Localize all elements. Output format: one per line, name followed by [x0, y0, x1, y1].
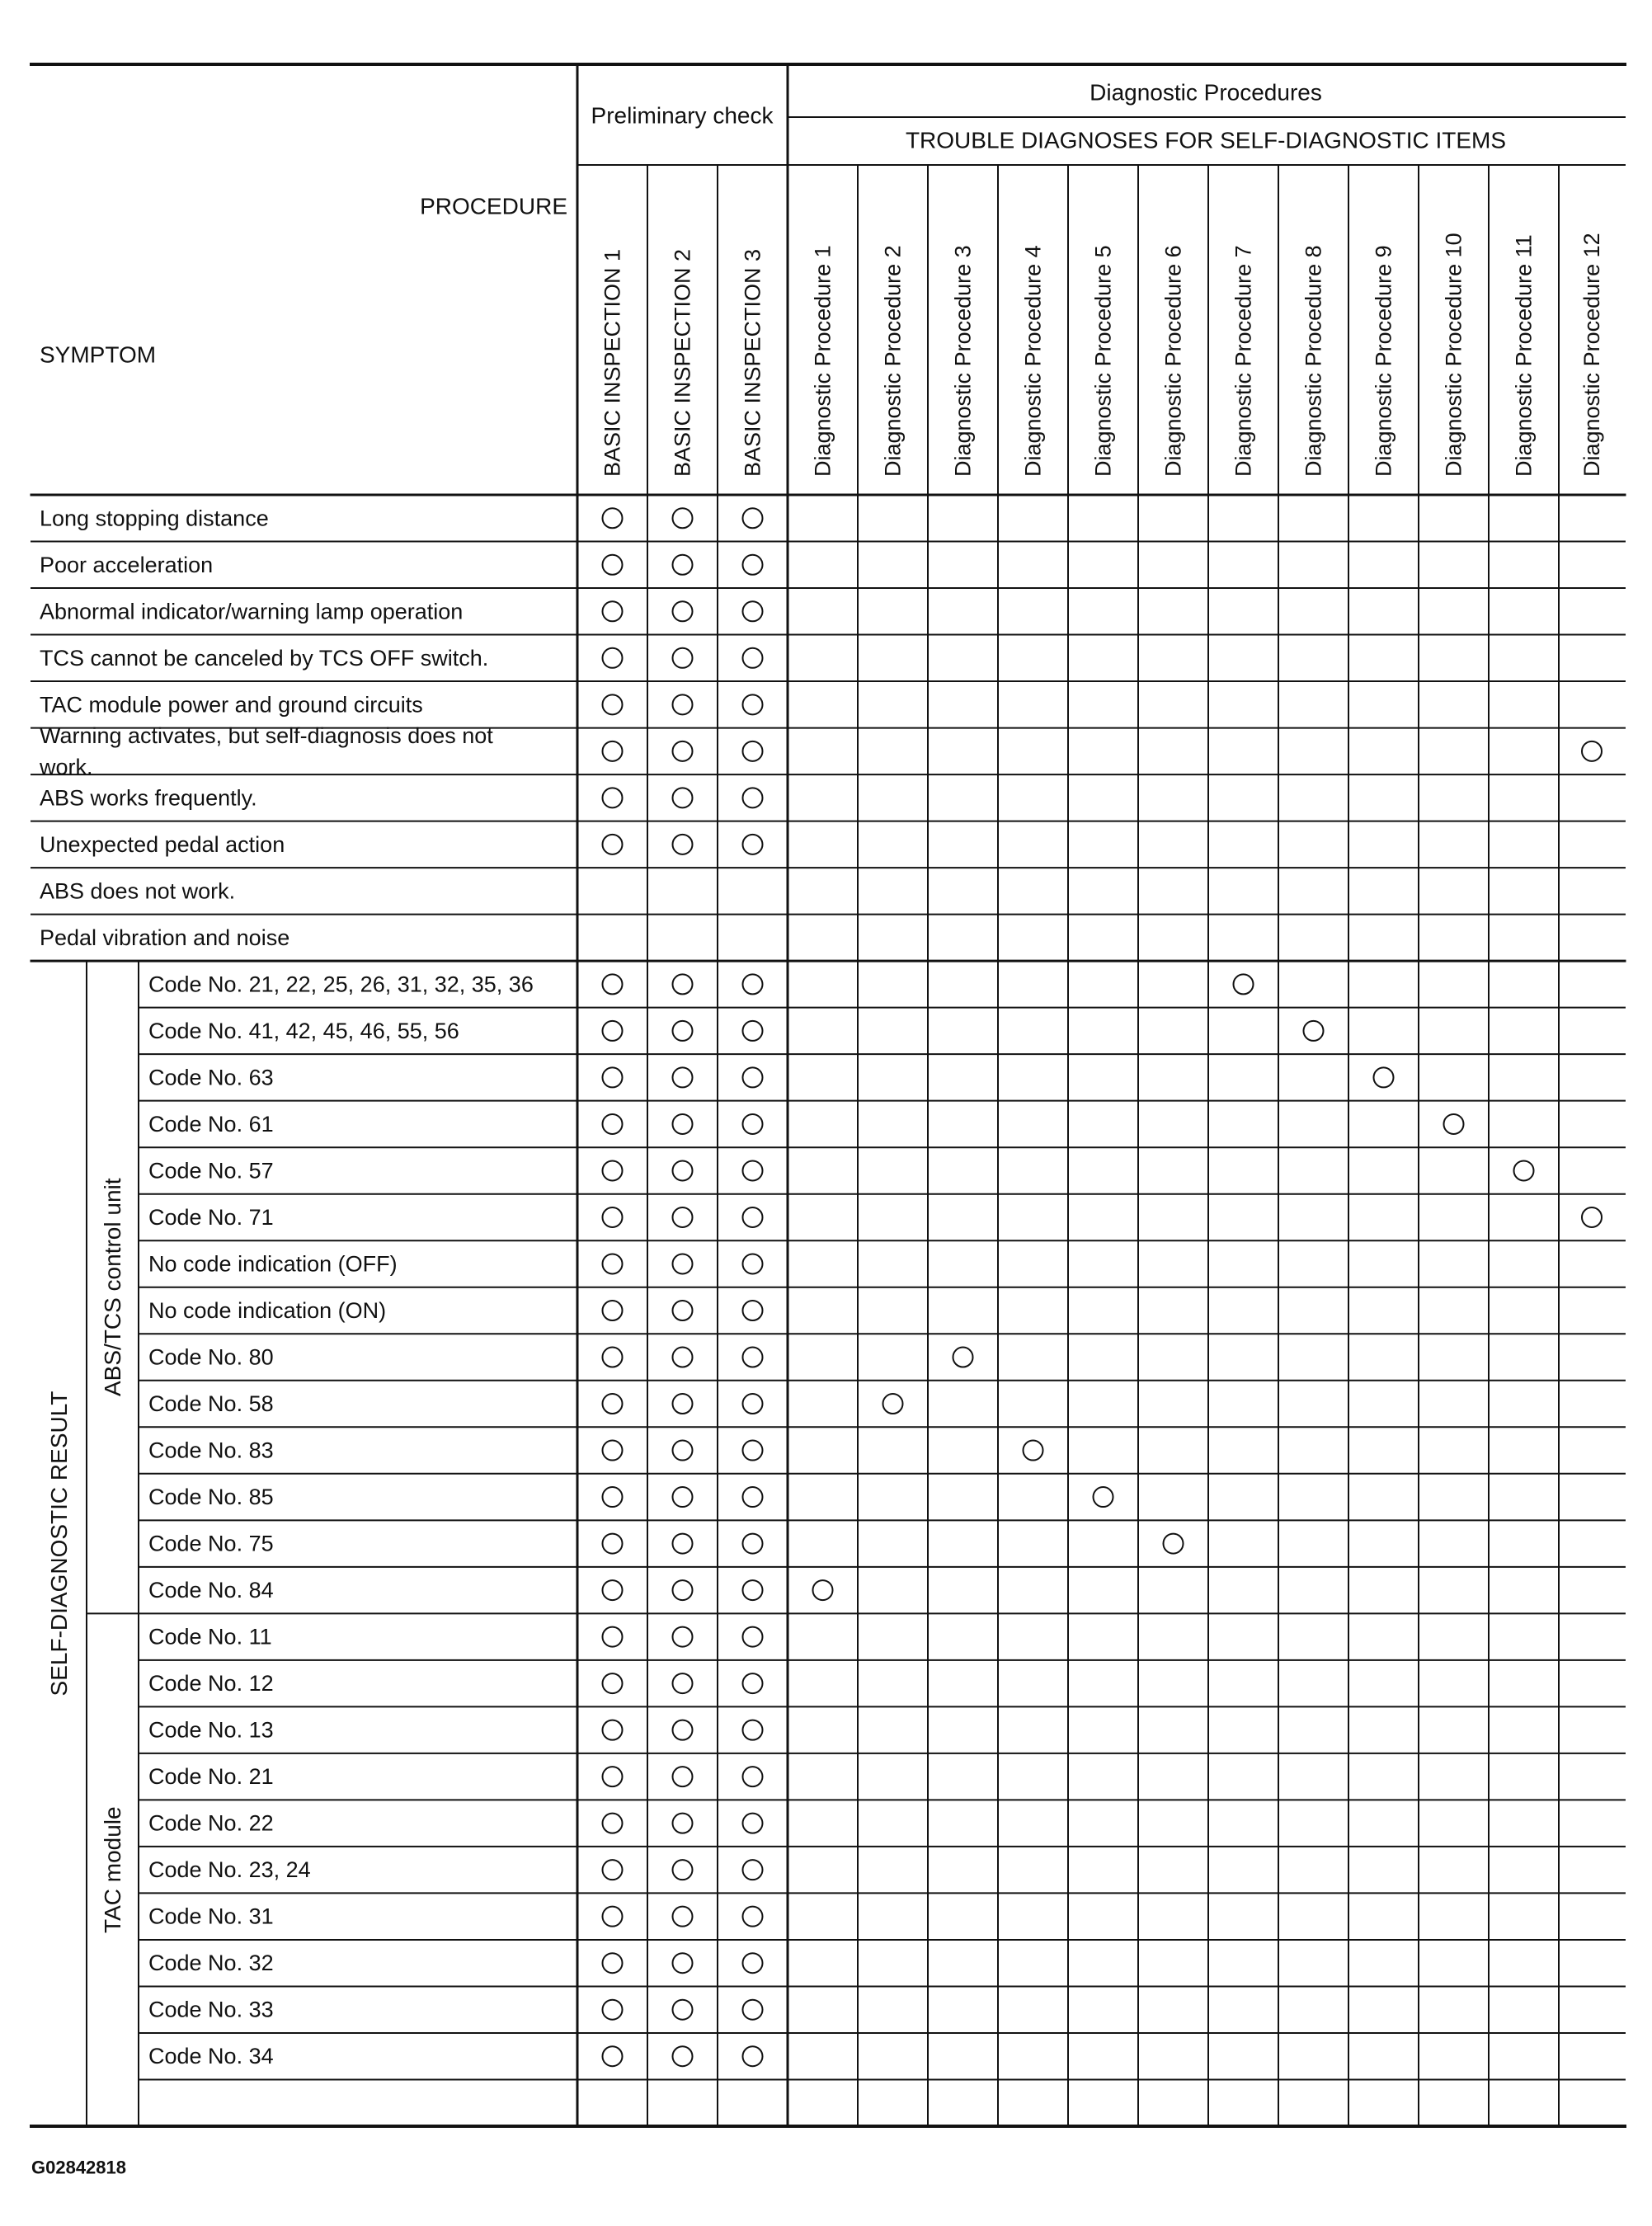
check-mark	[673, 555, 693, 575]
check-mark	[743, 2046, 763, 2066]
column-header-9: Diagnostic Procedure 6	[1160, 245, 1186, 477]
check-mark	[603, 1953, 623, 1973]
check-mark	[603, 648, 623, 668]
check-mark	[673, 2000, 693, 2020]
check-mark	[673, 601, 693, 621]
check-mark	[673, 788, 693, 807]
check-mark	[673, 1441, 693, 1461]
check-mark	[673, 1860, 693, 1880]
code-label: Code No. 63	[148, 1065, 274, 1090]
symptom-label: ABS works frequently.	[40, 785, 257, 811]
check-mark	[743, 788, 763, 807]
check-mark	[603, 508, 623, 528]
check-mark	[673, 1114, 693, 1134]
code-label: No code indication (OFF)	[148, 1251, 398, 1277]
check-mark	[673, 648, 693, 668]
check-mark	[603, 1254, 623, 1273]
code-label: Code No. 13	[148, 1717, 274, 1743]
check-mark	[743, 1207, 763, 1227]
check-mark	[603, 1207, 623, 1227]
column-header-4: Diagnostic Procedure 1	[810, 245, 835, 477]
symptom-label: TAC module power and ground circuits	[40, 692, 423, 718]
check-mark	[603, 835, 623, 854]
code-label: Code No. 80	[148, 1344, 274, 1370]
code-label: Code No. 33	[148, 1997, 274, 2022]
check-mark	[603, 1160, 623, 1180]
symptom-label: work.	[40, 754, 93, 779]
check-mark	[603, 2046, 623, 2066]
check-mark	[743, 555, 763, 575]
check-mark	[603, 1301, 623, 1320]
symptom-label: Abnormal indicator/warning lamp operation	[40, 599, 464, 624]
code-label: Code No. 34	[148, 2044, 274, 2069]
check-mark	[743, 1348, 763, 1367]
check-mark	[743, 741, 763, 761]
check-mark	[743, 1953, 763, 1973]
check-mark	[603, 974, 623, 994]
figure-id: G02842818	[31, 2157, 126, 2178]
code-label: Code No. 31	[148, 1904, 274, 1929]
check-mark	[673, 1160, 693, 1180]
check-mark	[673, 1254, 693, 1273]
check-mark	[673, 1953, 693, 1973]
column-header-7: Diagnostic Procedure 4	[1020, 245, 1046, 477]
check-mark	[743, 835, 763, 854]
check-mark	[673, 694, 693, 714]
check-mark	[673, 1207, 693, 1227]
check-mark	[743, 1021, 763, 1041]
check-mark	[743, 1814, 763, 1833]
check-mark	[743, 1067, 763, 1087]
check-mark	[603, 1720, 623, 1740]
code-label: Code No. 21, 22, 25, 26, 31, 32, 35, 36	[148, 972, 534, 997]
check-mark	[603, 1860, 623, 1880]
preliminary-check-header: Preliminary check	[591, 102, 774, 129]
check-mark	[743, 1860, 763, 1880]
check-mark	[603, 555, 623, 575]
check-mark	[673, 1394, 693, 1414]
column-header-6: Diagnostic Procedure 3	[950, 245, 976, 477]
code-label: Code No. 85	[148, 1485, 274, 1510]
check-mark	[673, 1767, 693, 1786]
check-mark	[1374, 1067, 1394, 1087]
code-label: Code No. 12	[148, 1671, 274, 1697]
check-mark	[603, 788, 623, 807]
trouble-diagnoses-header: TROUBLE DIAGNOSES FOR SELF-DIAGNOSTIC ITEMS	[905, 127, 1507, 153]
check-mark	[743, 508, 763, 528]
check-mark	[603, 741, 623, 761]
code-label: Code No. 71	[148, 1204, 274, 1230]
check-mark	[743, 694, 763, 714]
check-mark	[743, 1441, 763, 1461]
check-mark	[603, 1021, 623, 1041]
code-label: Code No. 32	[148, 1951, 274, 1976]
check-mark	[603, 1534, 623, 1554]
column-header-11: Diagnostic Procedure 8	[1301, 245, 1326, 477]
symptom-label: Poor acceleration	[40, 552, 214, 577]
check-mark	[673, 1301, 693, 1320]
column-header-8: Diagnostic Procedure 5	[1090, 245, 1116, 477]
check-mark	[743, 1673, 763, 1693]
code-label: Code No. 23, 24	[148, 1857, 311, 1883]
code-label: Code No. 41, 42, 45, 46, 55, 56	[148, 1018, 459, 1043]
check-mark	[883, 1394, 903, 1414]
check-mark	[603, 1767, 623, 1786]
symptom-label: TCS cannot be canceled by TCS OFF switch.	[40, 645, 489, 671]
check-mark	[743, 974, 763, 994]
check-mark	[603, 1814, 623, 1833]
symptom-label: Pedal vibration and noise	[40, 925, 290, 950]
symptom-label: Warning activates, but self-diagnosis does not	[40, 722, 493, 748]
code-label: Code No. 84	[148, 1578, 274, 1603]
check-mark	[603, 694, 623, 714]
check-mark	[603, 1067, 623, 1087]
check-mark	[743, 1254, 763, 1273]
check-mark	[673, 1907, 693, 1927]
column-header-14: Diagnostic Procedure 11	[1511, 234, 1537, 477]
check-mark	[603, 1114, 623, 1134]
check-mark	[673, 1067, 693, 1087]
check-mark	[743, 1907, 763, 1927]
check-mark	[1024, 1441, 1043, 1461]
check-mark	[673, 1534, 693, 1554]
column-header-10: Diagnostic Procedure 7	[1231, 245, 1256, 477]
check-mark	[743, 1580, 763, 1600]
check-mark	[743, 1534, 763, 1554]
check-mark	[673, 1814, 693, 1833]
code-label: No code indication (ON)	[148, 1298, 387, 1323]
check-mark	[743, 1301, 763, 1320]
check-mark	[603, 1348, 623, 1367]
diagnostic-procedures-header: Diagnostic Procedures	[1090, 79, 1322, 106]
self-diagnostic-group-label: SELF-DIAGNOSTIC RESULT	[46, 1391, 72, 1697]
check-mark	[1094, 1487, 1113, 1507]
check-mark	[743, 1720, 763, 1740]
check-mark	[743, 1160, 763, 1180]
symptom-label: ABS does not work.	[40, 878, 236, 904]
column-header-1: BASIC INSPECTION 1	[600, 248, 625, 477]
check-mark	[673, 1580, 693, 1600]
check-mark	[1514, 1160, 1534, 1180]
procedure-label: PROCEDURE	[420, 193, 567, 219]
check-mark	[673, 741, 693, 761]
check-mark	[743, 1394, 763, 1414]
check-mark	[1582, 741, 1602, 761]
check-mark	[743, 2000, 763, 2020]
column-header-5: Diagnostic Procedure 2	[880, 245, 906, 477]
column-header-13: Diagnostic Procedure 10	[1441, 233, 1466, 477]
check-mark	[743, 648, 763, 668]
code-label: Code No. 61	[148, 1111, 274, 1137]
check-mark	[673, 2046, 693, 2066]
check-mark	[673, 508, 693, 528]
check-mark	[603, 1907, 623, 1927]
check-mark	[603, 1627, 623, 1647]
code-label: Code No. 83	[148, 1438, 274, 1463]
check-mark	[1164, 1534, 1184, 1554]
check-mark	[603, 1487, 623, 1507]
check-mark	[603, 1394, 623, 1414]
code-label: Code No. 57	[148, 1158, 274, 1184]
check-mark	[953, 1348, 973, 1367]
check-mark	[673, 835, 693, 854]
check-mark	[603, 601, 623, 621]
code-label: Code No. 22	[148, 1810, 274, 1836]
check-mark	[743, 1627, 763, 1647]
check-mark	[743, 1767, 763, 1786]
check-mark	[1234, 974, 1254, 994]
check-mark	[603, 1673, 623, 1693]
code-label: Code No. 21	[148, 1764, 274, 1790]
check-mark	[603, 2000, 623, 2020]
check-mark	[673, 1627, 693, 1647]
column-header-2: BASIC INSPECTION 2	[670, 248, 695, 477]
check-mark	[673, 1021, 693, 1041]
check-mark	[673, 1673, 693, 1693]
check-mark	[603, 1580, 623, 1600]
check-mark	[673, 1487, 693, 1507]
check-mark	[743, 1487, 763, 1507]
symptom-label: Unexpected pedal action	[40, 831, 285, 857]
abs-tcs-group-label: ABS/TCS control unit	[100, 1178, 125, 1397]
check-mark	[743, 601, 763, 621]
check-mark	[673, 974, 693, 994]
symptom-label: SYMPTOM	[40, 341, 157, 368]
check-mark	[673, 1348, 693, 1367]
column-header-15: Diagnostic Procedure 12	[1579, 233, 1604, 477]
check-mark	[1582, 1207, 1602, 1227]
tac-group-label: TAC module	[100, 1806, 125, 1933]
column-header-12: Diagnostic Procedure 9	[1371, 245, 1396, 477]
check-mark	[743, 1114, 763, 1134]
check-mark	[1444, 1114, 1464, 1134]
check-mark	[603, 1441, 623, 1461]
check-mark	[673, 1720, 693, 1740]
column-header-3: BASIC INSPECTION 3	[740, 248, 765, 477]
code-label: Code No. 75	[148, 1531, 274, 1556]
check-mark	[1304, 1021, 1324, 1041]
code-label: Code No. 11	[148, 1624, 272, 1649]
symptom-label: Long stopping distance	[40, 506, 269, 531]
check-mark	[813, 1580, 833, 1600]
code-label: Code No. 58	[148, 1391, 274, 1417]
